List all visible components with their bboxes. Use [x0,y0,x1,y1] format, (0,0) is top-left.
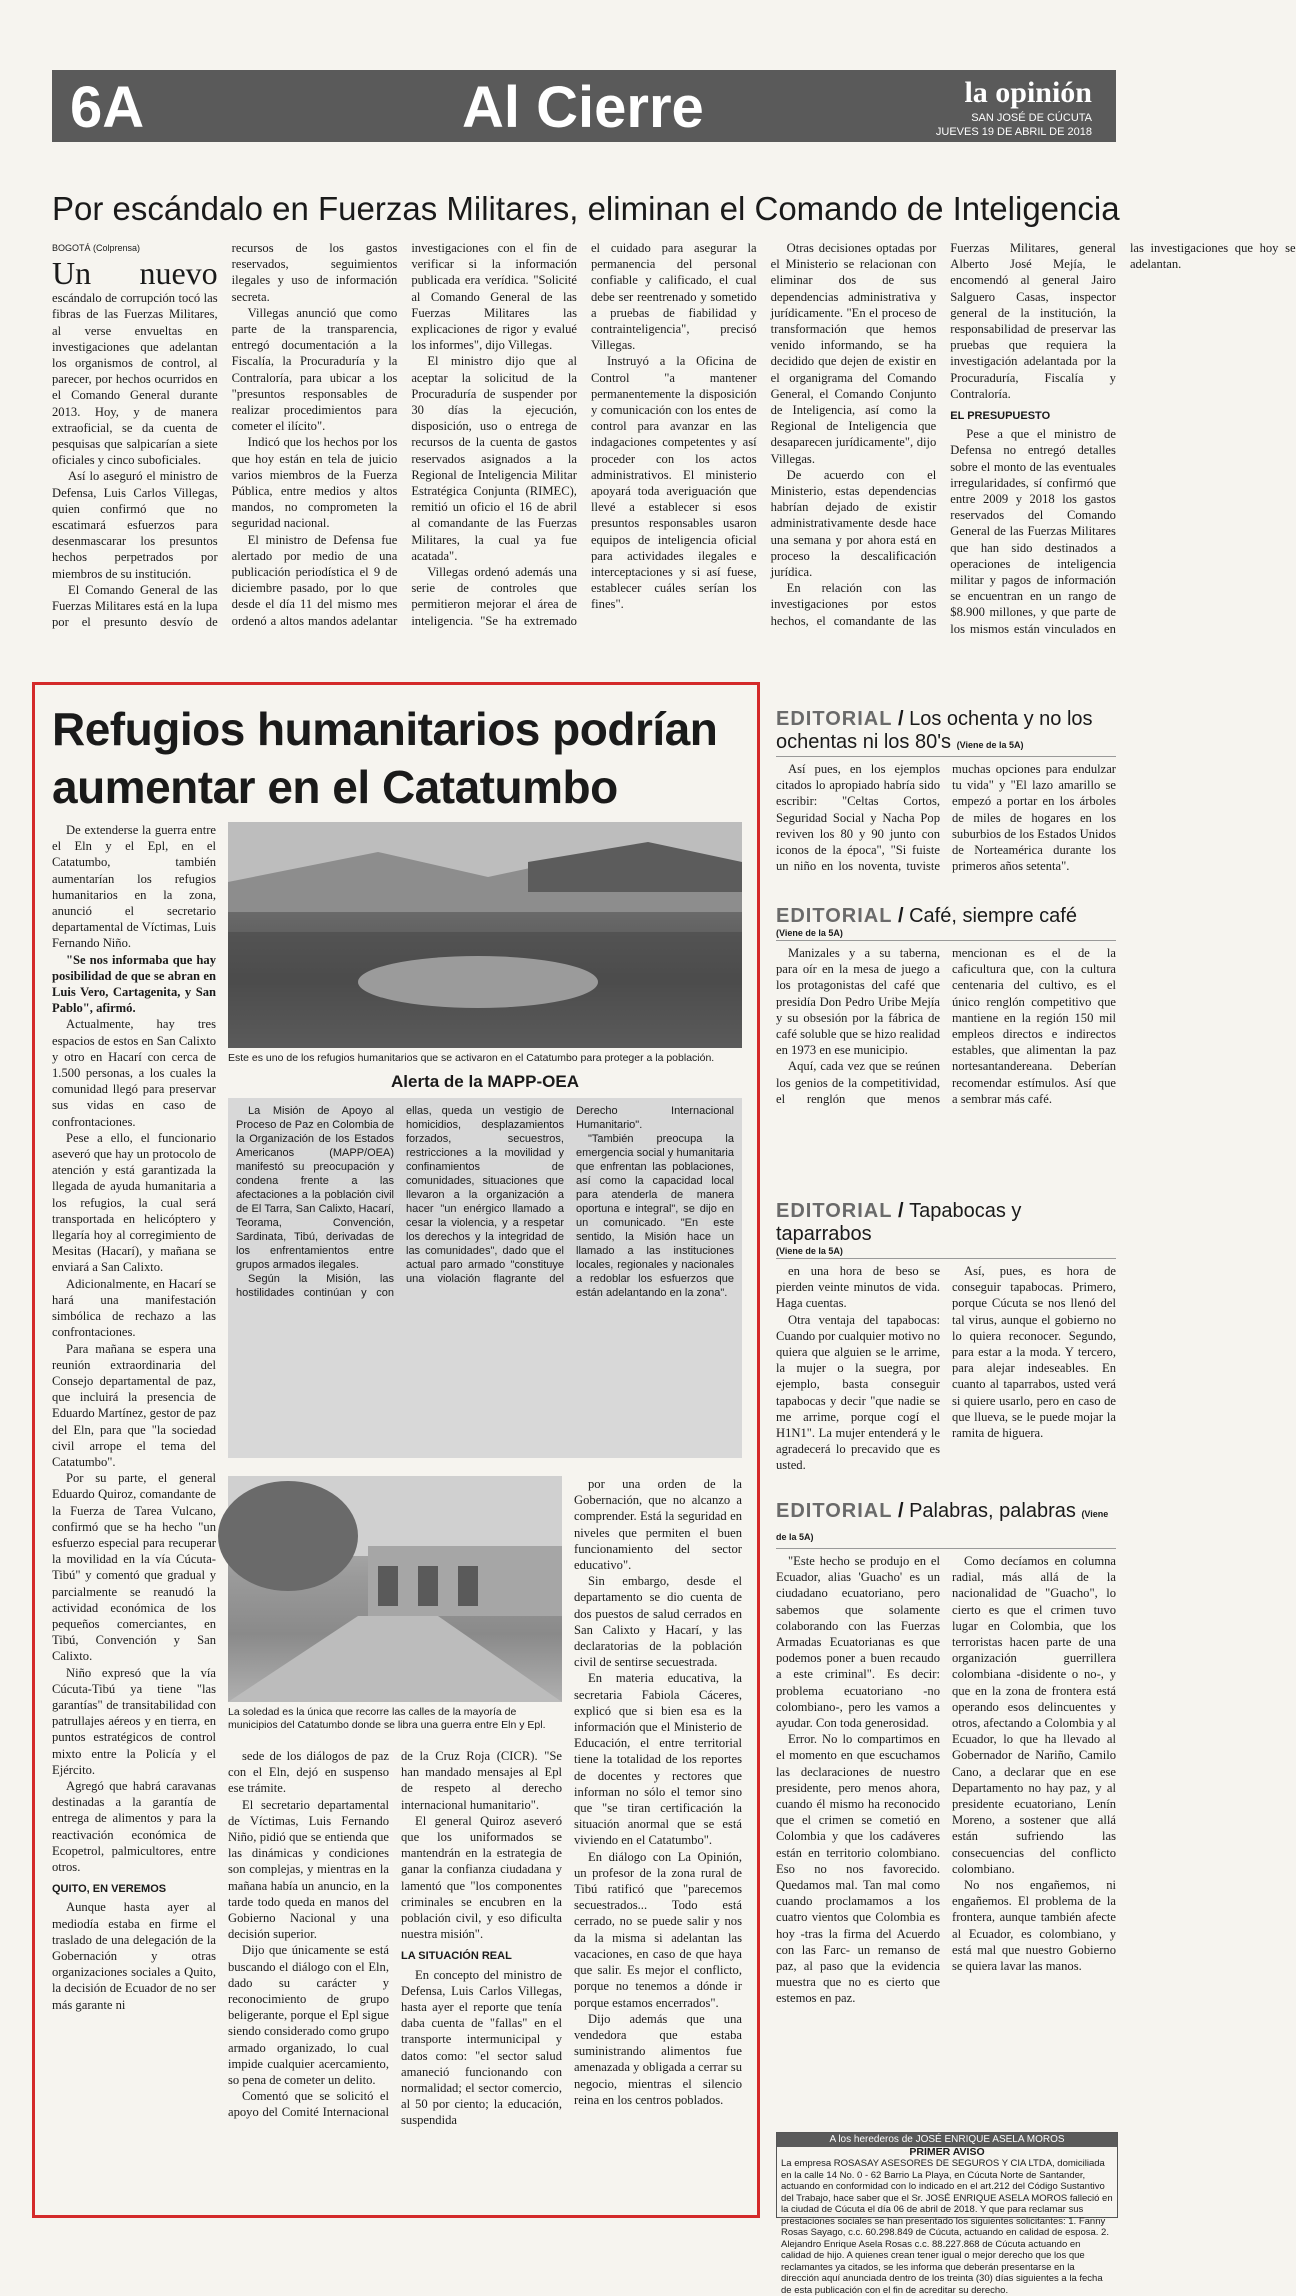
feature-subhead: QUITO, EN VEREMOS [52,1883,167,1896]
lead-paragraph: De acuerdo con el Ministerio, estas dependencias habrían dejado de existir administrativamente desde hace una semana y por ahora está en proceso la descalificación jurídica. [770,467,937,580]
feature-paragraph: Dijo además que una vendedora que estaba suministrando alimentos fue amenazada y obligada a cerrar su negocio, mientras el silencio reina en los centros poblados. [574,2011,742,2107]
feature-paragraph: sede de los diálogos de paz con el Eln, dejó en suspenso ese trámite. [228,1749,389,1796]
page-number: 6A [70,75,145,140]
feature-paragraph: El secretario departamental de Víctimas, Luis Fernando Niño, pidió que se entienda que las dinámicas y condiciones son complejas, y mientras en la mañana había un anuncio, en la tarde todo queda en manos del Gobierno Nacional y una decisión superior. [228,1797,389,1942]
feature-paragraph: Para mañana se espera una reunión extraordinaria del Consejo departamental de paz, que incluirá la presencia de Eduardo Martínez, gestor de paz del Eln, para que "la sociedad civil arrope el tema del Catatumbo". [52,1341,217,1469]
editorial-paragraph: No nos engañemos, ni engañemos. El problema de la frontera, aunque también afecte al Ecuador, es colombiano, y está mal que nuestro Gobierno se quiera lavar las manos. [952,1878,1116,1974]
dateline: BOGOTÁ (Colprensa) [52,243,141,253]
alert-paragraph: La Misión de Apoyo al Proceso de Paz en Colombia de la Organización de los Estados Americanos (MAPP/OEA) manifestó su preocupación y condena frente a las afectaciones a la población civil de El Tarra, San Calixto, Hacarí, Teorama, Convención, Sardinata, Tibú, derivadas de los enfrentamientos entre grupos armados ilegales. [236,1105,394,1271]
editorial-header: EDITORIAL / Café, siempre café (Viene de la 5A) [776,905,1116,941]
legal-notice [776,2132,1118,2296]
feature-headline-line: aumentar en el Catatumbo [52,761,618,813]
feature-paragraph: Actualmente, hay tres espacios de estos en San Calixto y otro en Hacarí con cerca de 1.500 personas, a los cuales la comunidad llegó para preservar sus vidas en caso de confrontaciones. [52,1017,216,1129]
refuge-crowd-photo-art [228,822,742,1048]
lead-subhead: EL PRESUPUESTO [950,410,1051,423]
editorial-header: EDITORIAL / Tapabocas y taparrabos (Viene de la 5A) [776,1200,1116,1259]
lead-drop-text: Un nuevo [52,255,218,292]
lead-paragraph: Otras decisiones optadas por el Ministerio se relacionan con eliminar dos de sus dependencias administrativa y jurídicamente. "En el proceso de transformación que hemos venido informando, se ha decidido que dejen de existir en el organigrama del Comando General, el Comando Conjunto de Inteligencia, así como la Regional de Inteligencia que desaparecen jurídicamente", dijo Villegas. [770,241,937,466]
feature-bottom-columns [228,1748,562,2202]
editorial-note: (Viene de la 5A) [776,1509,1109,1542]
photo2-caption: La soledad es la única que recorre las calles de la mayoría de municipios del Catatumbo donde se libra una guerra entre Eln y Epl. [228,1706,546,1731]
feature-paragraph: por una orden de la Gobernación, que no alcanzo a comprender. Está la seguridad en niveles que permiten el buen funcionamiento del sector educativo". [574,1477,742,1573]
lead-headline: Por escándalo en Fuerzas Militares, eliminan el Comando de Inteligencia [52,190,1120,227]
lead-paragraph: Indicó que los hechos por los que hoy están en tela de juicio varios miembros de la Fuerza Pública, entre medios y altos mandos, no comprometen la seguridad nacional. [231,435,398,531]
refuge-crowd-photo [228,822,742,1048]
lead-paragraph: El ministro de Defensa fue alertado por medio de una publicación periodística el 9 de diciembre pasado, por lo que desde el día 11 del mismo mes ordenó a altos mandos adelantar investigaciones con el fin de verificar si la información publicada era verídica. "Solicité al Comando General de las Fuerzas Militares las explicaciones de rigor y evalué los informes", dijo Villegas. [231,241,577,628]
editorial-label: EDITORIAL [776,1200,893,1222]
editorial-body [776,1263,1116,1491]
lead-paragraph: Pese a que el ministro de Defensa no entregó detalles sobre el monto de las eventuales irregularidades, sí confirmó que entre 2009 y 2018 los gastos reservados del Comando General de las Fuerzas Militares que han sido destinados a operaciones de inteligencia militar y pagos de información se encuentran en un rango de $8.900 millones, y que parte de los mismos están vinculados en las investigaciones que hoy se adelantan. [950,241,1296,636]
masthead-date: JUEVES 19 DE ABRIL DE 2018 [935,126,1092,138]
editorial-note: (Viene de la 5A) [956,740,1024,750]
feature-right-column [574,1476,742,2202]
legal-notice-body: La empresa ROSASAY ASESORES DE SEGUROS Y CIA LTDA, domiciliada en la calle 14 No. 0 - 62 Barrio La Playa, en Cúcuta Norte de Santander, actuando en conformidad con lo indicado en el art.212 del Código Sustantivo del Trabajo, hace saber que el Sr. JOSÉ ENRIQUE ASELA MOROS falleció en la ciudad de Cúcuta el día 06 de abril de 2018. Y que para reclamar sus prestaciones sociales se han presentado los siguientes solicitantes: 1. Fanny Rosas Sayago, c.c. 60.298.849 de Cúcuta, actuando en calidad de esposa. 2. Alejandro Enrique Asela Rosas c.c. 88.227.868 de Cúcuta actuando en calidad de hijo. A quienes crean tener igual o mejor derecho que los que reclamantes ya citados, se les informa que deberán presentarse en la dirección aquí anunciada dentro de los treinta (30) días siguientes a la fecha de esta publicación con el fin de acreditar su derecho. [781,2158,1113,2296]
lead-article-body [52,240,1296,640]
editorial-title: Café, siempre café [909,905,1077,927]
editorial-cafe [776,905,1116,1185]
feature-paragraph: Aunque hasta ayer al mediodía estaba en firme el traslado de una delegación de la Gobernación y otras organizaciones sociales a Quito, la decisión de Ecuador de no ser más garante ni [52,1900,216,2012]
editorial-tapabocas [776,1200,1116,1480]
editorial-palabras [776,1500,1116,2120]
feature-paragraph: De extenderse la guerra entre el Eln y el Epl, en el Catatumbo, también aumentarían los refugios humanitarios en la zona, anunció el secretario departamental de Víctimas, Luis Fernando Niño. [52,823,216,951]
feature-paragraph: Niño expresó que la vía Cúcuta-Tibú ya tiene "las garantías" de transitabilidad con patrullajes aéreos y en tierra, en puntos estratégicos de control mixto entre la Policía y el Ejército. [52,1665,216,1777]
feature-paragraph: Dijo que únicamente se está buscando el diálogo con el Eln, dado su carácter y reconocimiento de grupo beligerante, porque el Epl sigue siendo considerado como grupo armado organizado, lo cual impide cualquier acercamiento, so pena de cometer un delito. [228,1943,389,2088]
photo1-caption: Este es uno de los refugios humanitarios que se activaron en el Catatumbo para proteger a la población. [228,1052,715,1064]
legal-notice-header: A los herederos de JOSÉ ENRIQUE ASELA MOROS [777,2133,1117,2147]
alert-box-title: Alerta de la MAPP-OEA [391,1072,579,1091]
alert-paragraph: "También preocupa la emergencia social y humanitaria que enfrentan las poblaciones, así como la capacidad local para atenderla de manera oportuna e integral", se dijo en un comunicado. "En este sentido, la Misión hace un llamado a las instituciones locales, regionales y nacionales a redoblar los esfuerzos que están adelantando en la zona". [576,1133,734,1299]
editorial-body [776,761,1116,891]
editorial-paragraph: Otra ventaja del tapabocas: Cuando por cualquier motivo no quiera que alguien se le arrime, la mujer o la suegra, por ejemplo, basta conseguir tapabocas y decir "que nadie se me arrime, porque cogí el H1N1". La mujer entenderá y le agradecerá lo precavido que es usted. [776,1312,940,1473]
masthead [52,70,1116,142]
alert-box-body [236,1104,734,1450]
empty-street-photo [228,1476,562,1702]
editorial-paragraph: "Este hecho se produjo en el Ecuador, alias 'Guacho' es un ciudadano ecuatoriano, pero sabemos que solamente colaborando con las Fuerzas Armadas Ecuatorianas es que podemos poner a buen recaudo a este criminal". Es decir: problema ecuatoriano -no colombiano-, pero les vamos a ayudar. Con toda generosidad. [776,1554,940,1731]
feature-paragraph: Sin embargo, desde el departamento se dio cuenta de dos puestos de salud cerrados en San Calixto y Hacarí, y las declaratorias de la población civil de sentirse secuestrada. [574,1574,742,1670]
feature-paragraph: Pese a ello, el funcionario aseveró que hay un protocolo de atención y está garantizada la llegada de ayuda humanitaria a los refugios, la cual será transportada en helicóptero y llegaría hoy al corregimiento de Mesitas (Hacarí), y mañana se enviará a San Calixto. [52,1130,216,1275]
section-title: Al Cierre [462,75,704,140]
feature-paragraph: En diálogo con La Opinión, un profesor de la zona rural de Tibú ratificó que "parecemos secuestrados... Todo está cerrado, no se puede salir y nos da la misma si adelantan las vacaciones, en caso de que haya que salir. Es mejor el conflicto, porque no tenemos a dónde ir porque estamos encerrados". [574,1849,742,2010]
empty-street-photo-art [228,1476,562,1702]
editorial-paragraph: Error. No lo compartimos en el momento en que escuchamos las declaraciones de nuestro presidente, pero menos ahora, cuando él mismo ha reconocido que el crimen se cometió en Colombia y que los cadáveres están en territorio colombiano. Eso no nos favorecido. Quedamos mal. Tan mal como cuando proclamamos a los cuatro vientos que Colombia es hoy -tras la firma del Acuerdo con las Farc- un remanso de paz, al paso que la evidencia muestra que no es cierto que estemos en paz. [776,1732,940,2006]
feature-paragraph: En materia educativa, la secretaria Fabiola Cáceres, explicó que si bien esa es la información que el Ministerio de Educación, el entre territorial tiene la totalidad de los reportes de docentes y rectores que informan no sólo el temor sino que "se tiran certificación la situación anormal que se está viviendo en el Catatumbo". [574,1671,742,1848]
lead-paragraph: Instruyó a la Oficina de Control "a mantener permanentemente la disposición y comunicación con los entes de control para avanzar en las indagaciones competentes y así proceder con los actos administrativos. El ministerio apoyará toda averiguación que llevé a establecer si esos presuntos responsables usaron equipos de inteligencia oficial para actividades ilegales e interceptaciones y si así fuese, establecer cuáles serían los fines". [590,354,757,612]
editorial-paragraph: Manizales y a su taberna, para oír en la mesa de juego a los protagonistas del café que presidía Don Pedro Uribe Mejía y su obsesión por la fábrica de café soluble que se hizo realidad en 1973 en ese municipio. [776,946,940,1058]
feature-subhead: LA SITUACIÓN REAL [401,1950,512,1963]
lead-paragraph: El ministro dijo que al aceptar la solicitud de la Procuraduría de suspender por 30 días la ejecución, disposición, uso o entrega de recursos de la cuenta de gastos reservados asignados a la Regional de Inteligencia Militar Estratégica Conjunta (RIMEC), remitió un oficio el 16 de abril al comandante de las Fuerzas Militares, la cual ya fue acatada". [411,354,577,563]
feature-left-column [52,822,216,2202]
editorial-body [776,1553,1116,2133]
lead-paragraph: En relación con las investigaciones por estos hechos, el comandante de las Fuerzas Militares, general Alberto José Mejía, le encomendó al general Jairo Salguero Casas, inspector general de la institución, la responsabilidad de preservar las pruebas que requiera la investigación adelantada por la Procuraduría, Fiscalía y Contraloría. [770,241,1116,628]
editorial-label: EDITORIAL [776,1500,893,1522]
feature-paragraph: Adicionalmente, en Hacarí se hará una manifestación simbólica de rechazo a las confrontaciones. [52,1276,216,1340]
editorial-paragraph: en una hora de beso se pierden veinte minutos de vida. Haga cuentas. [776,1264,940,1311]
editorial-paragraph: Aquí, cada vez que se reúnen los genios de la competitividad, el renglón que menos mencionan es el de la caficultura que, con la cultura centenaria del cultivo, es el único renglón competitivo que mantiene en la región 150 mil empleos directos e indirectos estables, que alimentan la paz nortesantandereana. Deberían recomendar estímulos. Así que a sembrar más café. [776,946,1116,1106]
feature-paragraph: Comentó que se solicitó el apoyo del Comité Internacional de la Cruz Roja (CICR). "Se han mandado mensajes al Epl de respeto al derecho internacional humanitario". [228,1749,562,2120]
editorial-title: Palabras, palabras [909,1500,1076,1522]
feature-paragraph: El general Quiroz aseveró que los uniformados se mantendrán en la estrategia de ganar la confianza ciudadana y lamentó que "los componentes criminales se encubren en la población civil, y eso dificulta nuestra misión". [401,1813,562,1942]
editorial-paragraph: Así, pues, es hora de conseguir tapabocas. Primero, porque Cúcuta se nos llenó del tal virus, aunque el gobierno no lo quiera reconocer. Segundo, para estar a la moda. Y tercero, para alejar indeseables. En cuanto al taparrabos, usted verá si quiere usarlo, pero en caso de que llueva, se le puede mojar la ramita de higuera. [952,1264,1116,1441]
feature-paragraph: En concepto del ministro de Defensa, Luis Carlos Villegas, hasta ayer el reporte que tenía daba cuenta de "fallas" en el transporte intermunicipal y datos como: "el sector salud amaneció funcionando con normalidad; el sector comercio, al 50 por ciento; la educación, suspendida [401,1967,562,2128]
lead-paragraph: Villegas anunció que como parte de la transparencia, entregó documentación a la Fiscalía, la Procuraduría y la Contraloría, para ubicar a los "presuntos responsables de realizar procedimientos para cometer el ilícito". [231,305,398,434]
feature-paragraph: Por su parte, el general Eduardo Quiroz, comandante de la Fuerza de Tarea Vulcano, confirmó que se ha hecho "un esfuerzo especial para recuperar la movilidad en la vía Cúcuta-Tibú" y comentó que gradual y parcialmente se reanudó la actividad económica de los pequeños comerciantes, en Tibú, Convención y San Calixto. [52,1471,216,1664]
feature-paragraph: Agregó que habrá caravanas destinadas a la garantía de entrega de alimentos y para la reactivación económica de Ecopetrol, palmicultores, entre otros. [52,1778,216,1874]
editorial-ochenta [776,708,1116,898]
feature-headline-line: Refugios humanitarios podrían [52,703,718,755]
editorial-note: (Viene de la 5A) [776,928,843,938]
editorial-body [776,945,1116,1159]
editorial-title: Los ochenta y no los ochentas ni los 80's [776,708,1093,753]
editorial-header: EDITORIAL / Palabras, palabras (Viene de la 5A) [776,1500,1116,1549]
editorial-header: EDITORIAL / Los ochenta y no los ochentas ni los 80's (Viene de la 5A) [776,708,1116,757]
feature-headline [52,700,752,816]
editorial-label: EDITORIAL [776,905,893,927]
editorial-note: (Viene de la 5A) [776,1246,843,1256]
masthead-city: SAN JOSÉ DE CÚCUTA [971,112,1092,124]
lead-paragraph: El Comando General de las Fuerzas Militares está en la lupa por el presunto desvío de recursos de los gastos reservados, seguimientos ilegales y uso de información secreta. [52,241,398,630]
lead-paragraph: Villegas ordenó además una serie de controles que permitieron mejorar el área de inteligencia. "Se ha extremado el cuidado para asegurar la permanencia del personal confiable y calificado, el cual debe ser reentrenado y sometido a pruebas de fiabilidad y contrainteligencia", precisó Villegas. [411,241,757,628]
lead-paragraph: Así lo aseguró el ministro de Defensa, Luis Carlos Villegas, quien confirmó que no escatimará esfuerzos para desenmascarar los presuntos hechos perpetrados por miembros de su institución. [52,469,218,581]
editorial-title: Tapabocas y taparrabos [776,1200,1022,1245]
newspaper-logo: la opinión [964,76,1092,109]
editorial-label: EDITORIAL [776,708,893,730]
lead-paragraph: escándalo de corrupción tocó las fibras de las Fuerzas Militares, al verse envueltas en investigaciones que adelantan los organismos de control, al parecer, por hechos ocurridos en el Comando General durante 2013. Hoy, y de manera extraoficial, se da cuenta de pesquisas que salpicarían a siete oficiales y cinco suboficiales. [52,291,218,468]
alert-paragraph: Según la Misión, las hostilidades continúan y con ellas, queda un vestigio de homicidios, desplazamientos forzados, secuestros, restricciones a la movilidad y confinamientos de comunidades, situaciones que llevaron a la organización a hacer "un enérgico llamado a cesar la violencia, y a respetar los derechos y la integridad de las comunidades", dado que el actual paro armado "constituye una violación flagrante del Derecho Internacional Humanitario". [236,1105,734,1299]
editorial-paragraph: Como decíamos en columna radial, más allá de la nacionalidad de "Guacho", lo cierto es que el crimen tuvo lugar en Colombia, que los terroristas hacen parte de una organización guerrillera colombiana -disidente o no-, y que en la zona de frontera está operando esos delincuentes y otros, afectando a Colombia y al Ecuador, lo que ha llevado al Gobernador de Nariño, Camilo Cano, a declarar que en ese Departamento no hay paz, y al presidente ecuatoriano, Lenín Moreno, a sostener que allá están sufriendo las consecuencias del conflicto colombiano. [952,1554,1116,1876]
feature-paragraph: "Se nos informaba que hay posibilidad de que se abran en Luis Vero, Cartagenita, y San Pablo", afirmó. [52,952,216,1016]
legal-notice-subheader: PRIMER AVISO [909,2145,985,2158]
editorial-paragraph: Así pues, en los ejemplos citados lo apropiado habría sido escribir: "Celtas Cortos, Seguridad Social y Nacha Pop reviven los 80 y 90 junto con iconos de la época", "Si fuiste un niño en los noventa, tuviste muchas opciones para endulzar tu vida" y "El lazo amarillo se empezó a portar en los árboles de miles de hogares en los suburbios de los Estados Unidos de Norteamérica durante los primeros años setenta". [776,762,1116,874]
